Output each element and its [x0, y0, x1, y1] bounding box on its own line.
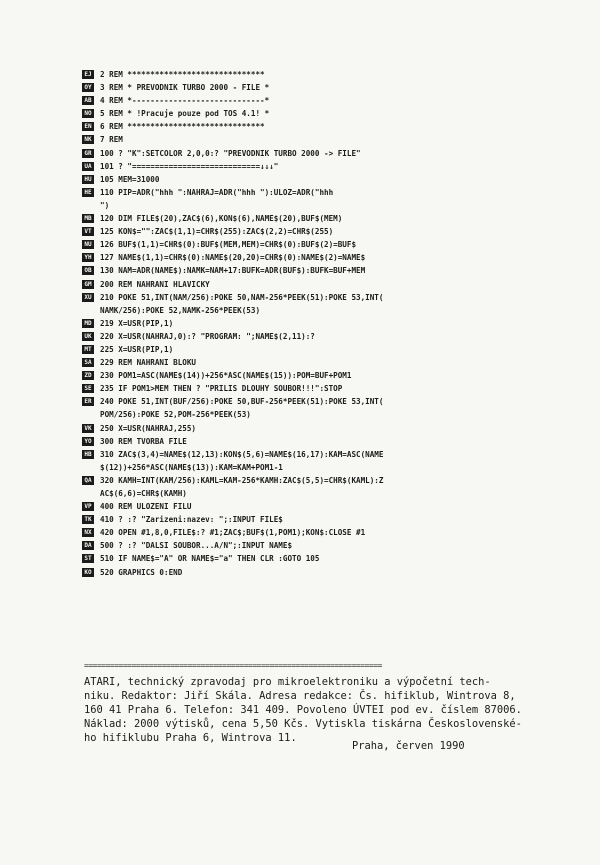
- code-line: [82, 160, 582, 173]
- code-text: 240 POKE 51,INT(BUF/256):POKE 50,BUF-256*PEEK(51):POKE 53,INT(: [100, 397, 384, 407]
- code-continuation: $(12))+256*ASC(NAME$(13)):KAM=KAM+POM1-1: [100, 462, 283, 472]
- checksum-tag: MT: [82, 345, 94, 354]
- checksum-tag: UA: [82, 162, 94, 171]
- code-line: [82, 317, 582, 330]
- footer-line: ATARI, technický zpravodaj pro mikroelektroniku a výpočetní tech-: [84, 676, 491, 688]
- checksum-tag: HU: [82, 175, 94, 184]
- code-line: [82, 552, 582, 565]
- code-line: [82, 173, 582, 186]
- code-line: [82, 382, 582, 395]
- code-text: 230 POM1=ASC(NAME$(14))+256*ASC(NAME$(15)):POM=BUF+POM1: [100, 371, 352, 381]
- code-text: 219 X=USR(PIP,1): [100, 318, 174, 328]
- code-text: 126 BUF$(1,1)=CHR$(0):BUF$(MEM,MEM)=CHR$(0):BUF$(2)=BUF$: [100, 240, 357, 250]
- checksum-tag: HE: [82, 188, 94, 197]
- checksum-tag: DA: [82, 541, 94, 550]
- code-text: 105 MEM=31000: [100, 174, 160, 184]
- checksum-tag: NO: [82, 109, 94, 118]
- checksum-tag: QA: [82, 476, 94, 485]
- checksum-tag: YO: [82, 437, 94, 446]
- code-line: [82, 94, 582, 107]
- code-text: 2 REM ******************************: [100, 70, 265, 79]
- checksum-tag: ST: [82, 554, 94, 563]
- code-line: [82, 474, 582, 487]
- code-text: 510 IF NAME$="A" OR NAME$="a" THEN CLR :GOTO 105: [100, 554, 320, 564]
- code-line: [82, 435, 582, 448]
- code-text: 225 X=USR(PIP,1): [100, 344, 174, 354]
- code-line: [82, 539, 582, 552]
- code-continuation: POM/256):POKE 52,POM-256*PEEK(53): [100, 410, 251, 420]
- code-continuation: AC$(6,6)=CHR$(KAMH): [100, 489, 187, 498]
- code-line: [82, 526, 582, 539]
- code-text: 5 REM * !Pracuje pouze pod TOS 4.1! *: [100, 109, 270, 119]
- code-text: 320 KAMH=INT(KAM/256):KAML=KAM-256*KAMH:ZAC$(5,5)=CHR$(KAML):Z: [100, 475, 384, 485]
- checksum-tag: EN: [82, 122, 94, 131]
- code-text: 6 REM ******************************: [100, 122, 265, 132]
- code-line: [82, 395, 582, 408]
- code-line: [82, 448, 582, 461]
- code-line: [82, 278, 582, 291]
- code-line: [82, 500, 582, 513]
- code-line: [82, 264, 582, 277]
- footer-line: Náklad: 2000 výtisků, cena 5,50 Kčs. Vytiskla tiskárna Československé-: [84, 718, 522, 730]
- code-line: [82, 107, 582, 120]
- code-text: 4 REM *-----------------------------*: [100, 96, 270, 106]
- code-line: [82, 81, 582, 94]
- code-line: [82, 566, 582, 579]
- footer-line: 160 41 Praha 6. Telefon: 341 409. Povoleno ÚVTEI pod ev. číslem 87006.: [84, 704, 522, 716]
- code-text: 520 GRAPHICS 0:END: [100, 567, 183, 577]
- code-text: 110 PIP=ADR("hhh ":NAHRAJ=ADR("hhh "):ULOZ=ADR("hhh: [100, 187, 338, 197]
- code-line: [82, 147, 582, 160]
- checksum-tag: NX: [82, 528, 94, 537]
- checksum-tag: YH: [82, 253, 94, 262]
- checksum-tag: OB: [82, 266, 94, 275]
- code-text: 210 POKE 51,INT(NAM/256):POKE 50,NAM-256*PEEK(51):POKE 53,INT(: [100, 292, 384, 302]
- checksum-tag: NU: [82, 240, 94, 249]
- checksum-tag: KO: [82, 568, 94, 577]
- code-line: [82, 120, 582, 133]
- code-text: 200 REM NAHRANI HLAVICKY: [100, 279, 210, 289]
- code-line: [82, 251, 582, 264]
- code-text: 101 ? "============================↓↓↓": [100, 161, 279, 171]
- code-text: 3 REM * PREVODNIK TURBO 2000 - FILE *: [100, 83, 270, 93]
- basic-listing: [82, 68, 582, 579]
- footer-line: ho hifiklubu Praha 6, Wintrova 11.: [84, 732, 297, 744]
- checksum-tag: SA: [82, 358, 94, 367]
- code-continuation: "): [100, 200, 110, 210]
- checksum-tag: VK: [82, 424, 94, 433]
- checksum-tag: AB: [82, 96, 94, 105]
- code-line: [82, 422, 582, 435]
- code-line: [82, 343, 582, 356]
- code-text: 130 NAM=ADR(NAME$):NAMK=NAM+17:BUFK=ADR(BUF$):BUFK=BUF+MEM: [100, 266, 366, 276]
- code-text: 125 KON$="":ZAC$(1,1)=CHR$(255):ZAC$(2,2)=CHR$(255): [100, 227, 334, 237]
- code-text: 410 ? :? "Zarizeni:nazev: ";:INPUT FILE$: [100, 515, 283, 525]
- code-line: [82, 291, 582, 304]
- checksum-tag: SE: [82, 384, 94, 393]
- code-line: [82, 356, 582, 369]
- code-line: [82, 513, 582, 526]
- checksum-tag: NK: [82, 135, 94, 144]
- checksum-tag: MB: [82, 214, 94, 223]
- code-line: [82, 212, 582, 225]
- checksum-tag: EJ: [82, 70, 94, 79]
- code-text: 100 ? "K":SETCOLOR 2,0,0:? "PREVODNIK TURBO 2000 -> FILE": [100, 148, 361, 158]
- checksum-tag: UK: [82, 332, 94, 341]
- footer-divider: =====================================================================: [84, 661, 382, 670]
- checksum-tag: VP: [82, 502, 94, 511]
- checksum-tag: GM: [82, 280, 94, 289]
- code-text: 310 ZAC$(3,4)=NAME$(12,13):KON$(5,6)=NAME$(16,17):KAM=ASC(NAME: [100, 449, 384, 459]
- code-line: [82, 225, 582, 238]
- code-text: 420 OPEN #1,8,0,FILE$:? #1;ZAC$;BUF$(1,POM1);KON$:CLOSE #1: [100, 528, 366, 538]
- code-text: 300 REM TVORBA FILE: [100, 436, 187, 446]
- checksum-tag: ZD: [82, 371, 94, 380]
- code-line: [82, 186, 582, 199]
- checksum-tag: ER: [82, 397, 94, 406]
- code-line: [82, 238, 582, 251]
- checksum-tag: HB: [82, 450, 94, 459]
- code-text: 220 X=USR(NAHRAJ,0):? "PROGRAM: ";NAME$(2,11):?: [100, 331, 315, 341]
- code-line: [82, 133, 582, 146]
- checksum-tag: XU: [82, 293, 94, 302]
- code-continuation: NAMK/256):POKE 52,NAMK-256*PEEK(53): [100, 305, 261, 315]
- code-line: [82, 369, 582, 382]
- checksum-tag: OY: [82, 83, 94, 92]
- checksum-tag: VT: [82, 227, 94, 236]
- code-text: 229 REM NAHRANI BLOKU: [100, 358, 197, 368]
- code-text: 250 X=USR(NAHRAJ,255): [100, 423, 197, 433]
- checksum-tag: MD: [82, 319, 94, 328]
- checksum-tag: GR: [82, 149, 94, 158]
- dateline: Praha, červen 1990: [352, 740, 465, 752]
- code-text: 120 DIM FILE$(20),ZAC$(6),KON$(6),NAME$(20),BUF$(MEM): [100, 214, 343, 224]
- code-line: [82, 330, 582, 343]
- code-text: 400 REM ULOZENI FILU: [100, 502, 192, 512]
- code-text: 500 ? :? "DALSI SOUBOR...A/N";:INPUT NAME$: [100, 541, 293, 551]
- code-text: 7 REM: [100, 135, 123, 145]
- publication-footer: [84, 675, 564, 745]
- code-text: 127 NAME$(1,1)=CHR$(0):NAME$(20,20)=CHR$(0):NAME$(2)=NAME$: [100, 253, 366, 263]
- code-line: [82, 68, 582, 81]
- checksum-tag: TK: [82, 515, 94, 524]
- code-text: 235 IF POM1>MEM THEN ? "PRILIS DLOUHY SOUBOR!!!":STOP: [100, 384, 343, 394]
- footer-line: niku. Redaktor: Jiří Skála. Adresa redakce: Čs. hifiklub, Wintrova 8,: [84, 690, 516, 702]
